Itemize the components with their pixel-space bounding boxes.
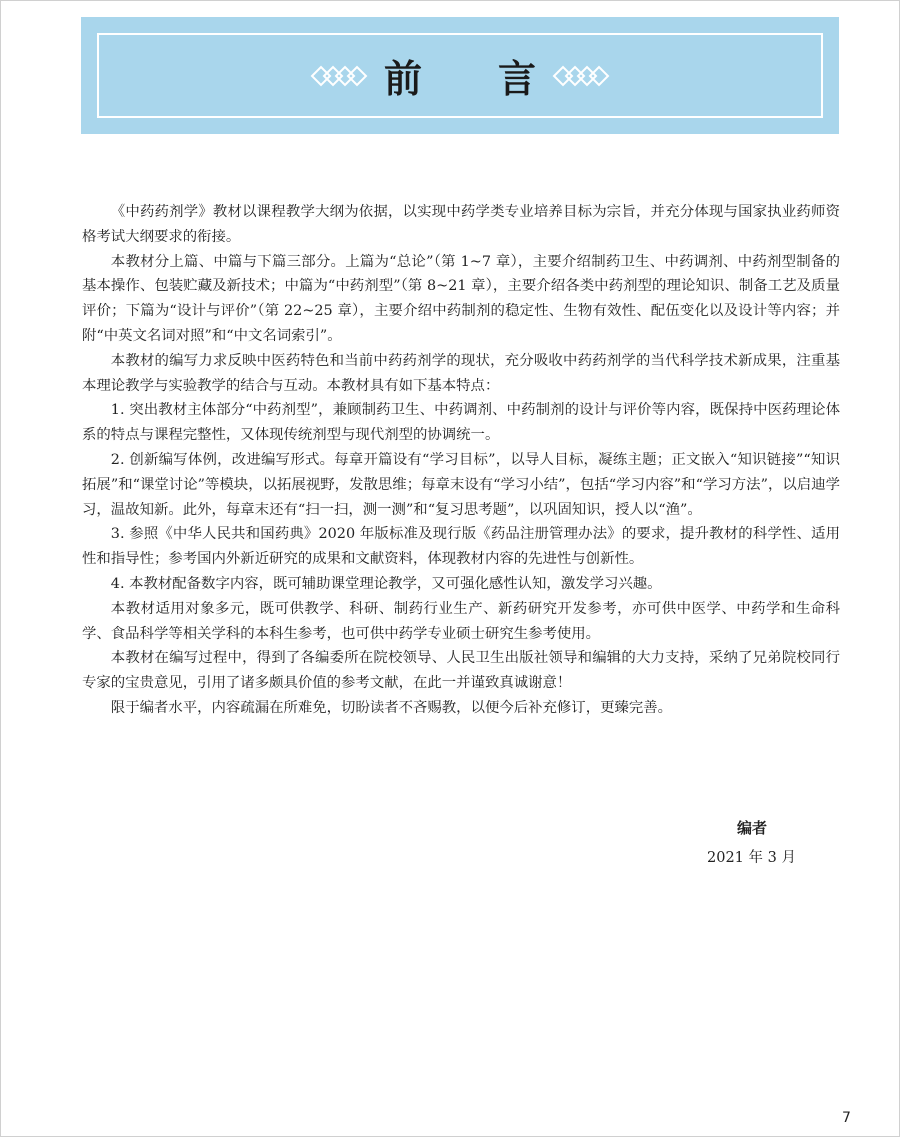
paragraph: 限于编者水平，内容疏漏在所难免，切盼读者不吝赐教，以便今后补充修订，更臻完善。 xyxy=(110,699,673,716)
paragraph: 本教材分上篇、中篇与下篇三部分。上篇为“总论”（第 1~7 章），主要介绍制药卫生、中药调剂、中药剂型制备的基本操作、包装贮藏及新技术；中篇为“中药剂型”（第 8~21 章），主要介绍各类中药剂型的理论知识、制备工艺及质量评价；下篇为“设计与评价”（第 22~25 章），主要介绍中药制剂的稳定性、生物有效性、配伍变化以及设计等内容；并附“中英文名词对照”和“中文名词索引”。 xyxy=(82,253,840,344)
diamond-chain-icon xyxy=(552,65,610,87)
page-number: 7 xyxy=(842,1110,851,1126)
paragraph: 本教材在编写过程中，得到了各编委所在院校领导、人民卫生出版社领导和编辑的大力支持，采纳了兄弟院校同行专家的宝贵意见，引用了诸多颇具价值的参考文献，在此一并谨致真诚谢意！ xyxy=(82,650,840,692)
diamond-chain-icon xyxy=(310,65,368,87)
preface-body xyxy=(82,200,840,721)
paragraph: 3. 参照《中华人民共和国药典》2020 年版标准及现行版《药品注册管理办法》的要求，提升教材的科学性、适用性和指导性；参考国内外新近研究的成果和文献资料，体现教材内容的先进性与创新性。 xyxy=(82,526,840,568)
paragraph: 1. 突出教材主体部分“中药剂型”，兼顾制药卫生、中药调剂、中药制剂的设计与评价等内容，既保持中医药理论体系的特点与课程完整性，又体现传统剂型与现代剂型的协调统一。 xyxy=(82,402,840,444)
title-banner-frame xyxy=(97,33,823,118)
paragraph: 4. 本教材配备数字内容，既可辅助课堂理论教学，又可强化感性认知，激发学习兴趣。 xyxy=(110,575,662,592)
paragraph: 本教材适用对象多元，既可供教学、科研、制药行业生产、新药研究开发参考，亦可供中医学、中药学和生命科学、食品科学等相关学科的本科生参考，也可供中药学专业硕士研究生参考使用。 xyxy=(82,600,840,642)
page-title xyxy=(384,48,536,103)
page-title-char-2: 言 xyxy=(498,57,537,101)
signature-date: 2021 年 3 月 xyxy=(707,850,796,866)
title-banner xyxy=(81,17,839,134)
signature-name: 编者 xyxy=(737,819,768,837)
paragraph: 《中药药剂学》教材以课程教学大纲为依据，以实现中药学类专业培养目标为宗旨，并充分体现与国家执业药师资格考试大纲要求的衔接。 xyxy=(82,204,840,245)
paragraph: 2. 创新编写体例，改进编写形式。每章开篇设有“学习目标”，以导人目标，凝练主题；正文嵌入“知识链接”“知识拓展”和“课堂讨论”等模块，以拓展视野，发散思维；每章末设有“学习小结”，包括“学习内容”和“学习方法”，以启迪学习，温故知新。此外，每章末还有“扫一扫，测一测”和“复习思考题”，以巩固知识，授人以“渔”。 xyxy=(82,451,840,518)
paragraph: 本教材的编写力求反映中医药特色和当前中药药剂学的现状，充分吸收中药药剂学的当代科学技术新成果，注重基本理论教学与实验教学的结合与互动。本教材具有如下基本特点： xyxy=(82,352,840,394)
page-title-char-1: 前 xyxy=(383,57,422,101)
